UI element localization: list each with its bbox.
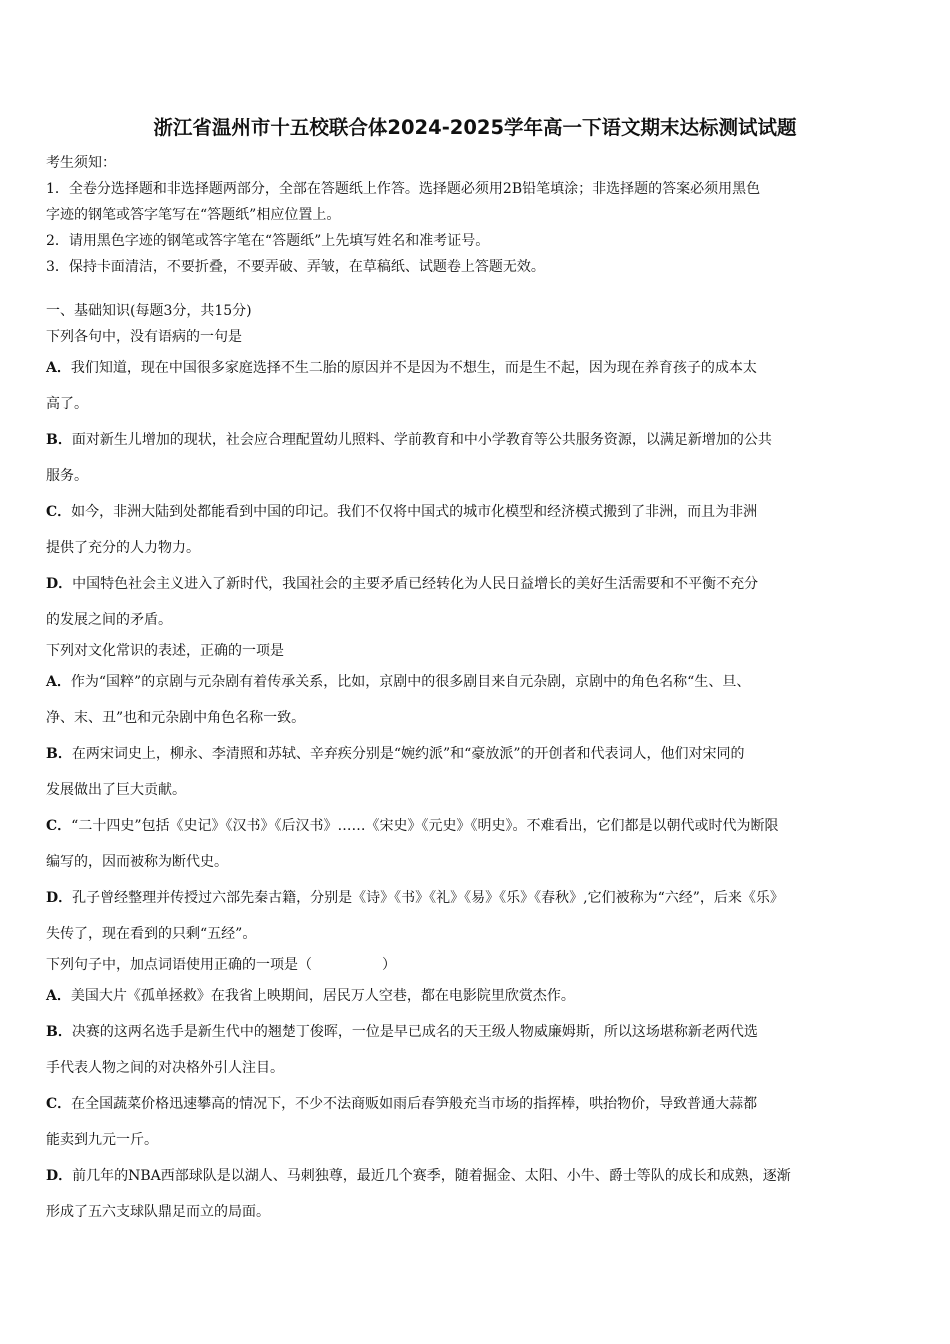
notice-line: 3．保持卡面清洁，不要折叠，不要弄破、弄皱，在草稿纸、试题卷上答题无效。 (46, 259, 545, 275)
option-text: 服务。 (46, 468, 88, 484)
question-stem-text: 下列句子中，加点词语使用正确的一项是（ (46, 957, 312, 973)
option-letter: A． (46, 360, 71, 376)
option-letter: B． (46, 432, 72, 448)
option-text: 编写的，因而被称为断代史。 (46, 854, 228, 870)
option-b (46, 422, 908, 494)
option-c (46, 1086, 908, 1158)
option-letter: B． (46, 1024, 72, 1040)
option-d (46, 566, 908, 638)
option-text: 决赛的这两名选手是新生代中的翘楚丁俊晖，一位是早已成名的天王级人物威廉姆斯，所以这场堪称新老两代选 (71, 1024, 758, 1040)
option-letter: B． (46, 746, 72, 762)
option-text: 孔子曾经整理并传授过六部先秦古籍，分别是《诗》《书》《礼》《易》《乐》《春秋》,它们被称为“六经”，后来《乐》 (72, 890, 784, 906)
option-d (46, 1158, 908, 1230)
question-stem-close: ） (382, 957, 396, 973)
option-a (46, 978, 908, 1014)
candidate-notice (46, 150, 908, 280)
option-a (46, 350, 908, 422)
option-b (46, 1014, 908, 1086)
option-d (46, 880, 908, 952)
option-text: 高了。 (46, 396, 88, 412)
option-letter: C． (46, 504, 72, 520)
option-text: 如今，非洲大陆到处都能看到中国的印记。我们不仅将中国式的城市化模型和经济模式搬到了非洲，而且为非洲 (71, 504, 758, 520)
option-letter: D． (46, 576, 73, 592)
option-text: 手代表人物之间的对决格外引人注目。 (46, 1060, 284, 1076)
question-2 (46, 638, 908, 952)
option-letter: A． (46, 674, 71, 690)
section-basic-knowledge (46, 298, 908, 1230)
option-text: 前几年的NBA西部球队是以湖人、马刺独尊，最近几个赛季，随着掘金、太阳、小牛、爵士等队的成长和成熟，逐渐 (72, 1168, 791, 1184)
option-text: 在全国蔬菜价格迅速攀高的情况下，不少不法商贩如雨后春笋般充当市场的指挥棒，哄抬物价，导致普通大蒜都 (71, 1096, 758, 1112)
option-text: 面对新生儿增加的现状，社会应合理配置幼儿照料、学前教育和中小学教育等公共服务资源，以满足新增加的公共 (71, 432, 772, 448)
option-text: 失传了，现在看到的只剩“五经”。 (46, 926, 257, 942)
option-text: 发展做出了巨大贡献。 (46, 782, 186, 798)
notice-line: 1．全卷分选择题和非选择题两部分，全部在答题纸上作答。选择题必须用2B铅笔填涂；非选择题的答案必须用黑色 (46, 181, 761, 197)
notice-line: 2．请用黑色字迹的钢笔或答字笔在“答题纸”上先填写姓名和准考证号。 (46, 233, 490, 249)
option-letter: D． (46, 1168, 73, 1184)
option-text: 作为“国粹”的京剧与元杂剧有着传承关系，比如，京剧中的很多剧目来自元杂剧，京剧中的角色名称“生、旦、 (70, 674, 751, 690)
option-text: 中国特色社会主义进入了新时代，我国社会的主要矛盾已经转化为人民日益增长的美好生活需要和不平衡不充分 (72, 576, 759, 592)
option-b (46, 736, 908, 808)
option-letter: C． (46, 1096, 72, 1112)
option-text: 能卖到九元一斤。 (46, 1132, 158, 1148)
option-text: 美国大片《孤单拯救》在我省上映期间，居民万人空巷，都在电影院里欣赏杰作。 (70, 988, 575, 1004)
option-c (46, 808, 908, 880)
question-stem: 下列对文化常识的表述，正确的一项是 (46, 643, 284, 659)
question-3 (46, 952, 908, 1230)
option-letter: A． (46, 988, 71, 1004)
question-stem (46, 952, 908, 978)
option-text: 提供了充分的人力物力。 (46, 540, 200, 556)
notice-line: 字迹的钢笔或答字笔写在“答题纸”相应位置上。 (46, 207, 341, 223)
option-c (46, 494, 908, 566)
option-a (46, 664, 908, 736)
option-text: 净、末、丑”也和元杂剧中角色名称一致。 (46, 710, 306, 726)
option-text: “二十四史”包括《史记》《汉书》《后汉书》……《宋史》《元史》《明史》。不难看出，它们都是以朝代或时代为断限 (71, 818, 779, 834)
option-text: 的发展之间的矛盾。 (46, 612, 172, 628)
option-letter: D． (46, 890, 73, 906)
notice-heading: 考生须知： (46, 155, 116, 171)
question-1 (46, 324, 908, 638)
option-text: 在两宋词史上，柳永、李清照和苏轼、辛弃疾分别是“婉约派”和“豪放派”的开创者和代表词人，他们对宋同的 (71, 746, 745, 762)
question-stem: 下列各句中，没有语病的一句是 (46, 329, 242, 345)
section-heading: 一、基础知识(每题3分，共15分) (46, 303, 252, 319)
option-text: 我们知道，现在中国很多家庭选择不生二胎的原因并不是因为不想生，而是生不起，因为现在养育孩子的成本太 (70, 360, 757, 376)
exam-title: 浙江省温州市十五校联合体2024-2025学年高一下语文期末达标测试试题 (153, 116, 797, 139)
option-text: 形成了五六支球队鼎足而立的局面。 (46, 1204, 270, 1220)
option-letter: C． (46, 818, 72, 834)
